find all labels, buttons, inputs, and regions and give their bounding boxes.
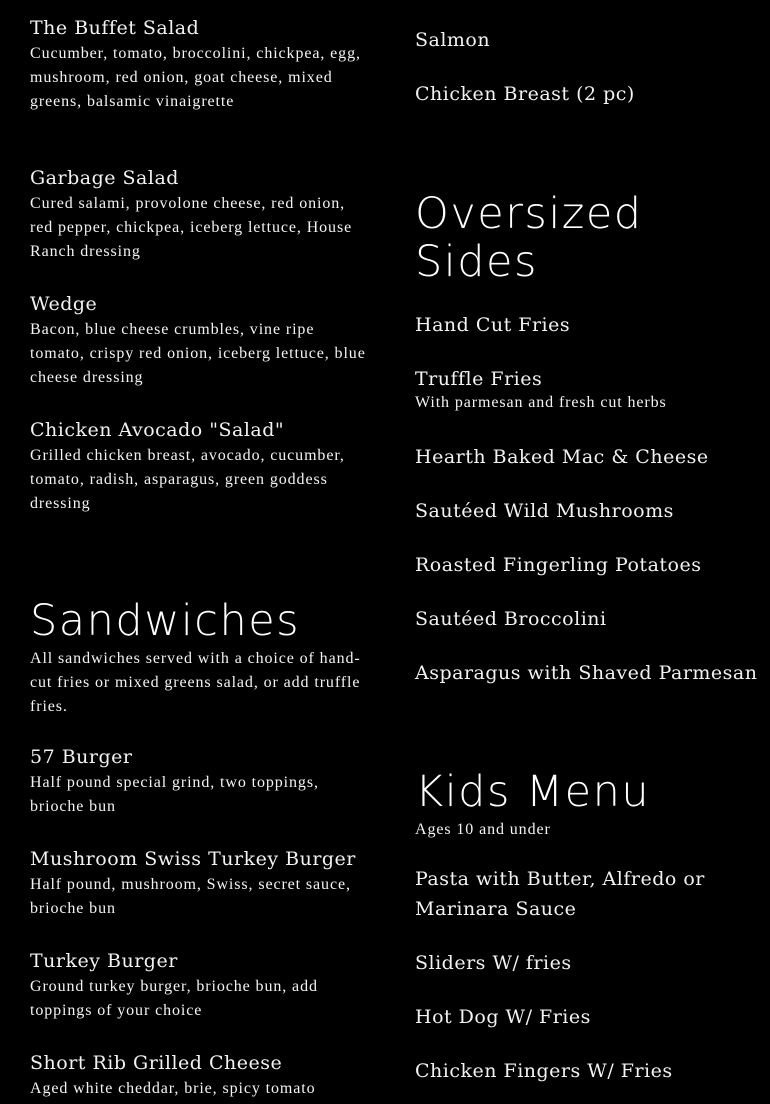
- item-name: Asparagus with Shaved Parmesan: [415, 662, 758, 684]
- section-title-line2: Sides: [415, 237, 538, 287]
- section-title-line1: Oversized: [415, 189, 643, 239]
- menu-item-sliders: [415, 951, 755, 975]
- section-title: Sandwiches: [30, 596, 301, 646]
- section-oversized-sides: [415, 190, 755, 286]
- menu-item-mac-and-cheese: [415, 445, 755, 469]
- menu-item-mushroom-swiss-turkey-burger: [30, 847, 370, 921]
- item-name: Sautéed Broccolini: [415, 608, 607, 630]
- menu-item-chicken-avocado-salad: [30, 418, 370, 516]
- menu-item-buffet-salad: [30, 16, 370, 114]
- section-sandwiches: [30, 597, 370, 719]
- section-kids-menu: [415, 768, 755, 842]
- item-description: Half pound, mushroom, Swiss, secret sauce, brioche bun: [30, 876, 351, 917]
- section-note: All sandwiches served with a choice of hand-cut fries or mixed greens salad, or add truffle fries.: [30, 650, 361, 715]
- menu-item-truffle-fries: [415, 367, 755, 415]
- item-name: Short Rib Grilled Cheese: [30, 1052, 283, 1074]
- menu-item-broccolini: [415, 607, 755, 631]
- menu-item-garbage-salad: [30, 166, 370, 264]
- menu-item-wild-mushrooms: [415, 499, 755, 523]
- menu-item-asparagus: [415, 661, 758, 685]
- item-name: Chicken Fingers W/ Fries: [415, 1060, 673, 1082]
- item-name: 57 Burger: [30, 746, 133, 768]
- item-name: Roasted Fingerling Potatoes: [415, 554, 702, 576]
- item-name: Sautéed Wild Mushrooms: [415, 500, 674, 522]
- menu-item-57-burger: [30, 745, 370, 819]
- item-description: Half pound special grind, two toppings, brioche bun: [30, 774, 319, 815]
- section-title: Kids Menu: [415, 767, 651, 817]
- item-description: Cucumber, tomato, broccolini, chickpea, egg, mushroom, red onion, goat cheese, mixed greens, balsamic vinaigrette: [30, 45, 361, 110]
- menu-item-turkey-burger: [30, 949, 370, 1023]
- menu-item-hot-dog: [415, 1005, 755, 1029]
- menu-item-chicken-breast: [415, 82, 755, 106]
- item-name: Hot Dog W/ Fries: [415, 1006, 591, 1028]
- menu-item-salmon: [415, 28, 755, 52]
- menu-item-chicken-fingers: [415, 1059, 755, 1083]
- item-name: Chicken Avocado "Salad": [30, 419, 285, 441]
- item-name: Mushroom Swiss Turkey Burger: [30, 848, 356, 870]
- item-description: Ground turkey burger, brioche bun, add toppings of your choice: [30, 978, 318, 1019]
- item-description: Aged white cheddar, brie, spicy tomato: [30, 1080, 316, 1097]
- item-description: Grilled chicken breast, avocado, cucumber, tomato, radish, asparagus, green goddess dressing: [30, 447, 345, 512]
- menu-item-fingerling-potatoes: [415, 553, 755, 577]
- section-note: Ages 10 and under: [415, 821, 551, 838]
- item-name: Hand Cut Fries: [415, 314, 571, 336]
- item-name: Chicken Breast (2 pc): [415, 83, 635, 105]
- menu-item-short-rib-grilled-cheese: [30, 1051, 370, 1101]
- item-name: Turkey Burger: [30, 950, 178, 972]
- item-name: The Buffet Salad: [30, 17, 200, 39]
- item-name: Sliders W/ fries: [415, 952, 572, 974]
- item-name: Garbage Salad: [30, 167, 179, 189]
- menu-item-hand-cut-fries: [415, 313, 755, 337]
- item-name: Hearth Baked Mac & Cheese: [415, 446, 709, 468]
- menu-item-pasta: [415, 864, 755, 924]
- item-name: Pasta with Butter, Alfredo or Marinara Sauce: [415, 868, 705, 920]
- item-name: Truffle Fries: [415, 368, 543, 390]
- item-name: Salmon: [415, 29, 491, 51]
- item-name: Wedge: [30, 293, 98, 315]
- menu-item-wedge: [30, 292, 370, 390]
- item-description: Cured salami, provolone cheese, red onion, red pepper, chickpea, iceberg lettuce, House Ranch dressing: [30, 195, 353, 260]
- item-description: Bacon, blue cheese crumbles, vine ripe tomato, crispy red onion, iceberg lettuce, blue cheese dressing: [30, 321, 366, 386]
- item-description: With parmesan and fresh cut herbs: [415, 394, 667, 411]
